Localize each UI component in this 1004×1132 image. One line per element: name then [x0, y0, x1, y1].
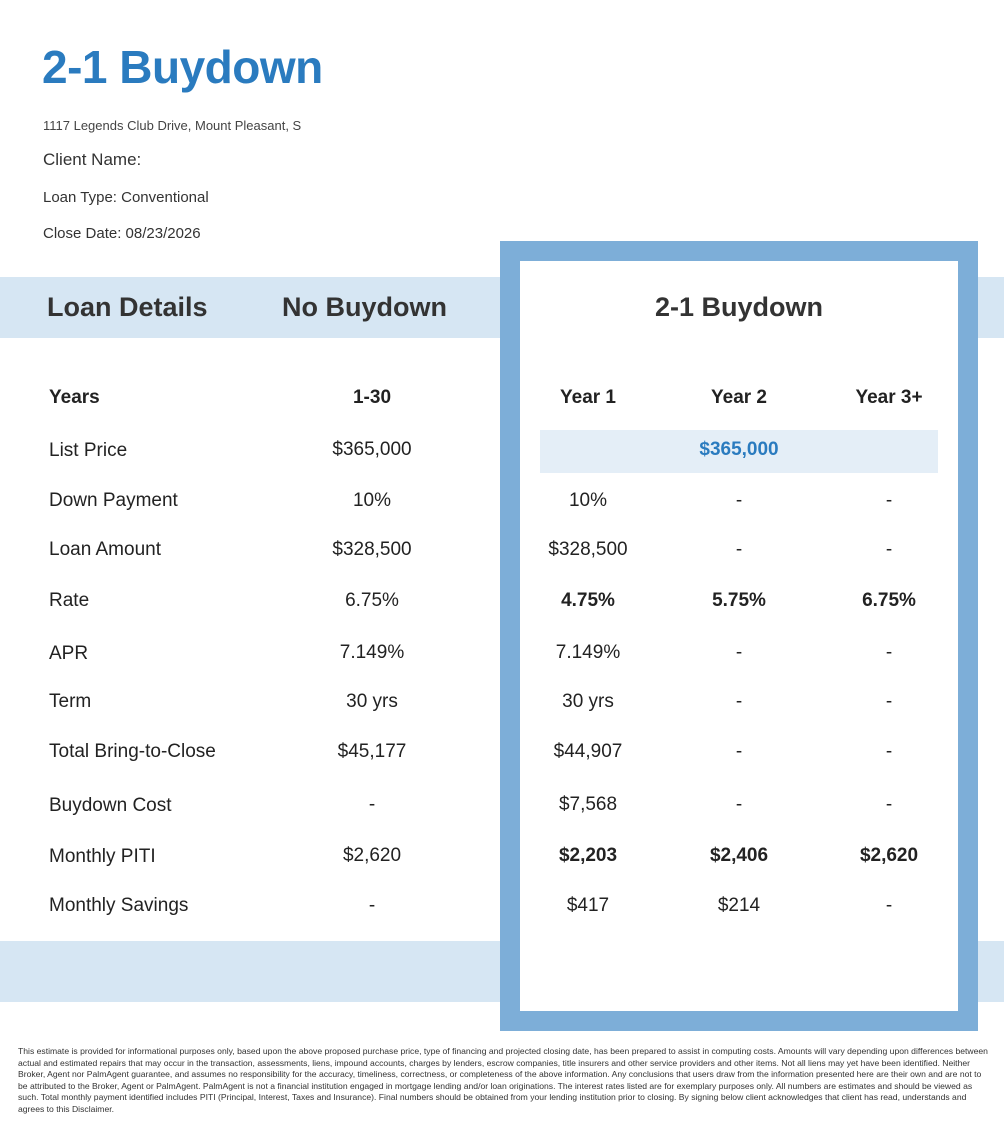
- rate-y3: 6.75%: [862, 590, 916, 611]
- list-price-buydown: $365,000: [699, 439, 779, 460]
- down-payment-y1: 10%: [568, 490, 608, 511]
- loan-amount-y3: -: [885, 539, 893, 560]
- row-label-loan-amount: Loan Amount: [49, 539, 161, 560]
- client-name: Client Name:: [43, 150, 142, 169]
- year2-header: Year 2: [711, 387, 767, 408]
- loan-amount-y1: $328,500: [548, 539, 628, 560]
- buydown-cost-y2: -: [735, 794, 743, 815]
- bring-to-close-y2: -: [735, 741, 743, 762]
- term-y3: -: [885, 691, 893, 712]
- buydown-cost-y1: $7,568: [558, 794, 618, 815]
- bring-to-close-y3: -: [885, 741, 893, 762]
- buydown-cost-no-buydown: -: [368, 794, 376, 815]
- rate-y1: 4.75%: [561, 590, 615, 611]
- monthly-savings-no-buydown: -: [368, 895, 376, 916]
- loan-amount-y2: -: [735, 539, 743, 560]
- row-label-monthly-piti: Monthly PITI: [49, 846, 156, 867]
- loan-type: Loan Type: Conventional: [43, 189, 209, 206]
- page-title: 2-1 Buydown: [42, 41, 323, 93]
- loan-details-header: Loan Details: [47, 292, 208, 322]
- close-date: Close Date: 08/23/2026: [43, 225, 201, 242]
- monthly-piti-y3: $2,620: [859, 845, 919, 866]
- apr-y1: 7.149%: [555, 642, 621, 663]
- row-label-term: Term: [49, 691, 92, 712]
- down-payment-y3: -: [885, 490, 893, 511]
- year3-header: Year 3+: [855, 387, 923, 408]
- row-label-bring-to-close: Total Bring-to-Close: [49, 741, 216, 762]
- row-label-apr: APR: [49, 643, 89, 664]
- term-no-buydown: 30 yrs: [346, 691, 398, 712]
- year1-header: Year 1: [560, 387, 616, 408]
- apr-y2: -: [735, 642, 743, 663]
- row-label-down-payment: Down Payment: [49, 490, 178, 511]
- row-label-years: Years: [49, 387, 100, 408]
- list-price-no-buydown: $365,000: [332, 439, 412, 460]
- row-label-buydown-cost: Buydown Cost: [49, 795, 172, 816]
- property-address: 1117 Legends Club Drive, Mount Pleasant, S: [43, 118, 302, 133]
- apr-y3: -: [885, 642, 893, 663]
- monthly-savings-y2: $214: [717, 895, 761, 916]
- buydown-cost-y3: -: [885, 794, 893, 815]
- row-label-rate: Rate: [49, 590, 90, 611]
- years-no-buydown: 1-30: [352, 387, 392, 408]
- loan-amount-no-buydown: $328,500: [332, 539, 412, 560]
- bring-to-close-no-buydown: $45,177: [337, 741, 407, 762]
- monthly-piti-no-buydown: $2,620: [342, 845, 402, 866]
- buydown-header: 2-1 Buydown: [654, 292, 823, 322]
- bring-to-close-y1: $44,907: [553, 741, 623, 762]
- down-payment-y2: -: [735, 490, 743, 511]
- term-y1: 30 yrs: [562, 691, 614, 712]
- monthly-savings-y3: -: [885, 895, 893, 916]
- no-buydown-header: No Buydown: [282, 292, 447, 322]
- disclaimer-text: This estimate is provided for informational purposes only, based upon the above proposed purchase price, type of financing and projected closing date, has been prepared to assist in computing costs. Amounts will vary depending upon differences between actual and estimated repairs that may occur in the transaction, assessments, liens, impound accounts, charges by lenders, escrow companies, title insurers and other service providers and other items. Not all liens may yet have been identified. Neither Broker, Agent nor PalmAgent guarantee, and assumes no responsibility for the accuracy, timeliness, correctness, or completeness of the above information. Any conclusions that users draw from the information presented here are their own and are not to be attributed to the Broker, Agent or PalmAgent. PalmAgent is not a financial institution engaged in mortgage lending and/or loan originations. The interest rates listed are for exemplary purposes only. All numbers are estimates and should be viewed as such. Total monthly payment identified includes PITI (Principal, Interest, Taxes and Insurance). Final numbers should be obtained from your lending institution prior to closing. By signing below client acknowledges that client has read, understands and agrees to this Disclaimer.: [18, 1046, 988, 1114]
- monthly-savings-y1: $417: [566, 895, 610, 916]
- rate-y2: 5.75%: [712, 590, 766, 611]
- monthly-piti-y1: $2,203: [558, 845, 618, 866]
- rate-no-buydown: 6.75%: [345, 590, 399, 611]
- apr-no-buydown: 7.149%: [339, 642, 405, 663]
- monthly-piti-y2: $2,406: [709, 845, 769, 866]
- row-label-monthly-savings: Monthly Savings: [49, 895, 189, 916]
- term-y2: -: [735, 691, 743, 712]
- down-payment-no-buydown: 10%: [352, 490, 392, 511]
- row-label-list-price: List Price: [49, 440, 128, 461]
